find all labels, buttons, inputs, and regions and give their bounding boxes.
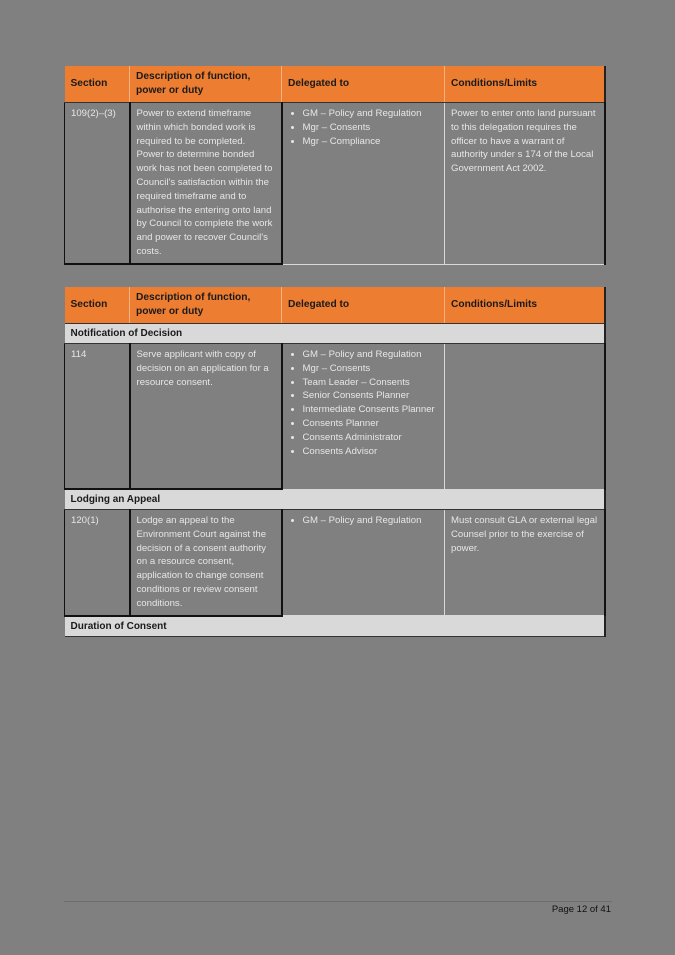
delegated-list	[289, 107, 439, 148]
section-cell: 114	[65, 344, 130, 490]
header-description: Description of function, power or duty	[130, 287, 282, 324]
table-row	[65, 103, 605, 265]
table-header-row	[65, 66, 605, 103]
delegated-item: • GM – Policy and Regulation	[303, 514, 439, 528]
table-row	[65, 344, 605, 490]
group-title: Notification of Decision	[65, 324, 605, 344]
group-row-notification-of-decision	[65, 324, 605, 344]
header-section: Section	[65, 66, 130, 103]
footer-divider	[64, 901, 612, 902]
delegated-list	[289, 348, 439, 458]
delegated-item: • GM – Policy and Regulation	[303, 348, 439, 362]
description-cell: Serve applicant with copy of decision on an application for a resource consent.	[130, 344, 282, 490]
delegated-item: • Consents Planner	[303, 417, 439, 431]
section-cell: 120(1)	[65, 510, 130, 616]
delegation-table-1	[64, 66, 606, 265]
delegated-item: • Mgr – Consents	[303, 121, 439, 135]
delegation-table-2	[64, 287, 606, 637]
header-delegated-to: Delegated to	[282, 287, 445, 324]
delegated-item: • Consents Advisor	[303, 445, 439, 459]
header-section: Section	[65, 287, 130, 324]
group-row-duration-of-consent	[65, 616, 605, 637]
delegated-item: • Mgr – Compliance	[303, 135, 439, 149]
delegated-item: • Mgr – Consents	[303, 362, 439, 376]
header-description: Description of function, power or duty	[130, 66, 282, 103]
header-conditions: Conditions/Limits	[445, 66, 605, 103]
delegated-item: • Senior Consents Planner	[303, 389, 439, 403]
delegated-cell	[282, 344, 445, 490]
table-header-row	[65, 287, 605, 324]
delegated-item: • Team Leader – Consents	[303, 376, 439, 390]
conditions-cell: Must consult GLA or external legal Counsel prior to the exercise of power.	[445, 510, 605, 616]
conditions-cell	[445, 344, 605, 490]
page-number: Page 12 of 41	[551, 904, 611, 915]
description-cell: Lodge an appeal to the Environment Court against the decision of a consent authority on a resource consent, application to change consent conditions or review consent conditions.	[130, 510, 282, 616]
delegated-item: • Consents Administrator	[303, 431, 439, 445]
description-cell: Power to extend timeframe within which bonded work is required to be completed. Power to determine bonded work has not been completed to Council's satisfaction within the required timeframe and to authorise the entering onto land by Council to complete the work and power to recover Council's costs.	[130, 103, 282, 265]
table-row	[65, 510, 605, 616]
group-title: Duration of Consent	[65, 616, 605, 637]
delegated-list	[289, 514, 439, 528]
header-conditions: Conditions/Limits	[445, 287, 605, 324]
conditions-cell: Power to enter onto land pursuant to this delegation requires the officer to have a warrant of authority under s 174 of the Local Government Act 2002.	[445, 103, 605, 265]
section-cell: 109(2)–(3)	[65, 103, 130, 265]
header-delegated-to: Delegated to	[282, 66, 445, 103]
delegated-cell	[282, 103, 445, 265]
delegated-item: • GM – Policy and Regulation	[303, 107, 439, 121]
group-row-lodging-an-appeal	[65, 489, 605, 510]
delegated-cell	[282, 510, 445, 616]
group-title: Lodging an Appeal	[65, 489, 605, 510]
delegated-item: • Intermediate Consents Planner	[303, 403, 439, 417]
